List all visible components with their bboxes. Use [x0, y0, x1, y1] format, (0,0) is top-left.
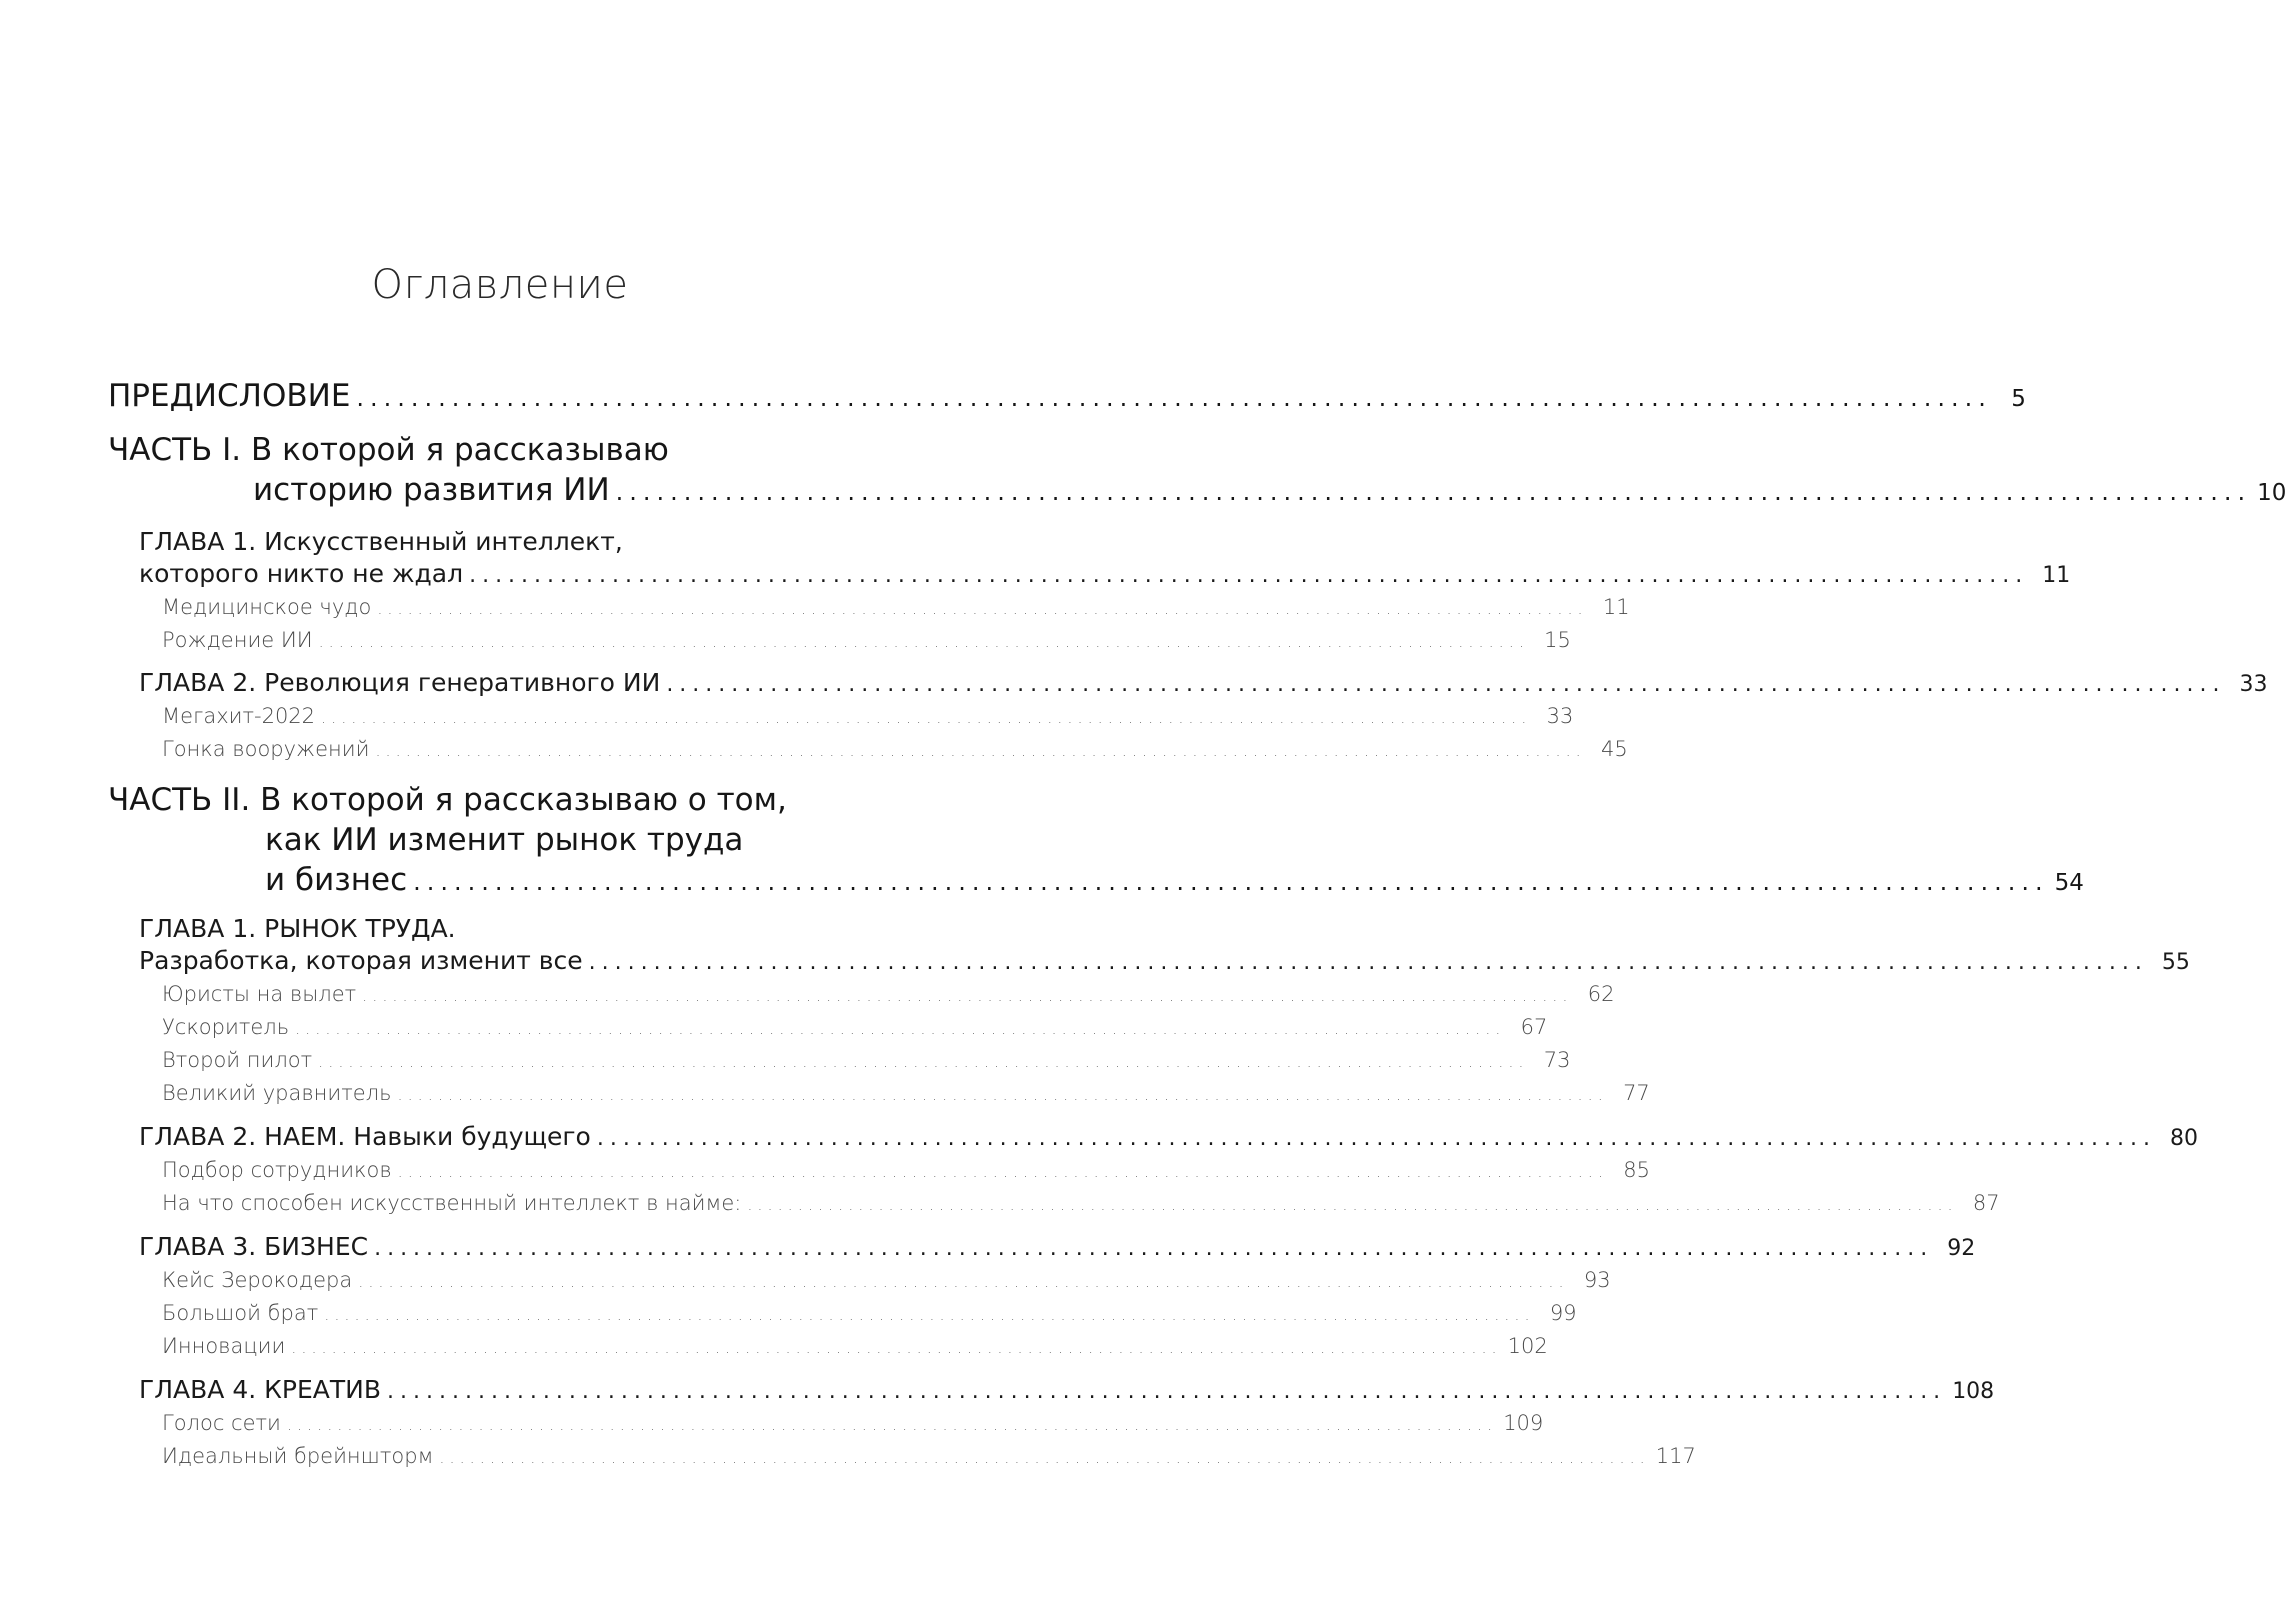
- dot-leader: ........................................................................................................................: [596, 1126, 2157, 1151]
- toc-entry-label: и бизнес: [265, 862, 408, 898]
- toc-p2-ch1-line1[interactable]: ГЛАВА 1. РЫНОК ТРУДА.: [139, 914, 456, 943]
- toc-section[interactable]: [162, 1411, 1544, 1435]
- dot-leader: ........................................................................................................................: [318, 632, 1529, 651]
- toc-entry-page: 108: [1952, 1379, 1995, 1404]
- toc-entry-label: Ускоритель: [162, 1015, 290, 1039]
- toc-entry-page: 54: [2054, 870, 2084, 896]
- toc-entry-p2-ch1[interactable]: [139, 946, 2190, 975]
- toc-entry-label: Второй пилот: [162, 1048, 313, 1072]
- toc-entry-page: 67: [1520, 1015, 1548, 1039]
- toc-section[interactable]: [162, 1268, 1611, 1292]
- toc-section[interactable]: [162, 1048, 1571, 1072]
- dot-leader: ........................................................................................................................: [747, 1195, 1958, 1214]
- toc-entry-label: Медицинское чудо: [162, 595, 372, 619]
- toc-entry-page: 62: [1587, 982, 1615, 1006]
- toc-entry-page: 15: [1544, 628, 1571, 652]
- toc-entry-label: Великий уравнитель: [162, 1081, 392, 1105]
- dot-leader: ........................................................................................................................: [666, 672, 2226, 697]
- toc-part2-line2[interactable]: как ИИ изменит рынок труда: [265, 822, 744, 858]
- dot-leader: ........................................................................................................................: [374, 1236, 1934, 1261]
- toc-part1-line1[interactable]: ЧАСТЬ I. В которой я рассказываю: [108, 432, 669, 468]
- toc-section[interactable]: [162, 1015, 1548, 1039]
- toc-entry-page: 55: [2161, 950, 2190, 975]
- toc-entry-page: 85: [1623, 1158, 1650, 1182]
- toc-entry-label: На что способен искусственный интеллект в найме:: [162, 1191, 742, 1215]
- toc-section[interactable]: [162, 1191, 2000, 1215]
- toc-entry-page: 92: [1947, 1236, 1976, 1261]
- toc-entry-page: 77: [1623, 1081, 1650, 1105]
- toc-section[interactable]: [162, 982, 1615, 1006]
- dot-leader: ........................................................................................................................: [439, 1448, 1650, 1467]
- dot-leader: ........................................................................................................................: [413, 868, 2049, 896]
- page-title: Оглавление: [371, 262, 629, 308]
- toc-entry-p1-ch1[interactable]: [139, 559, 2071, 588]
- toc-entry-label: ГЛАВА 2. Революция генеративного ИИ: [139, 668, 661, 697]
- dot-leader: ........................................................................................................................: [387, 1379, 1947, 1404]
- toc-entry-p2-ch2[interactable]: [139, 1122, 2199, 1151]
- toc-entry-label: Голос сети: [162, 1411, 281, 1435]
- dot-leader: ........................................................................................................................: [358, 1272, 1569, 1291]
- toc-section[interactable]: [162, 1444, 1696, 1468]
- dot-leader: ........................................................................................................................: [356, 384, 1992, 412]
- toc-section[interactable]: [162, 1158, 1650, 1182]
- toc-entry-page: 93: [1583, 1268, 1611, 1292]
- toc-entry-p1-ch2[interactable]: [139, 668, 2268, 697]
- toc-entry-label: ПРЕДИСЛОВИЕ: [108, 378, 351, 414]
- toc-entry-label: Разработка, которая изменит все: [139, 946, 583, 975]
- toc-entry-label: ГЛАВА 4. КРЕАТИВ: [139, 1375, 381, 1404]
- toc-entry-part1[interactable]: [253, 472, 2286, 508]
- dot-leader: ........................................................................................................................: [324, 1305, 1535, 1324]
- toc-entry-label: Инновации: [162, 1334, 286, 1358]
- toc-entry-page: 11: [2042, 563, 2071, 588]
- toc-part2-line1[interactable]: ЧАСТЬ II. В которой я рассказываю о том,: [108, 782, 787, 818]
- toc-entry-label: Мегахит-2022: [162, 704, 316, 728]
- toc-entry-page: 99: [1549, 1301, 1577, 1325]
- dot-leader: ........................................................................................................................: [588, 950, 2148, 975]
- toc-entry-p2-ch4[interactable]: [139, 1375, 1995, 1404]
- toc-entry-label: историю развития ИИ: [253, 472, 610, 508]
- toc-entry-page: 80: [2170, 1126, 2199, 1151]
- toc-section[interactable]: [162, 1081, 1650, 1105]
- dot-leader: ........................................................................................................................: [286, 1415, 1498, 1434]
- toc-section[interactable]: [162, 1334, 1548, 1358]
- toc-entry-label: Кейс Зерокодера: [162, 1268, 353, 1292]
- toc-entry-label: Юристы на вылет: [162, 982, 357, 1006]
- toc-section[interactable]: [162, 628, 1571, 652]
- toc-section[interactable]: [162, 1301, 1577, 1325]
- toc-entry-label: ГЛАВА 3. БИЗНЕС: [139, 1232, 369, 1261]
- dot-leader: ........................................................................................................................: [397, 1162, 1608, 1181]
- toc-entry-page: 45: [1601, 737, 1628, 761]
- toc-entry-page: 5: [2011, 386, 2026, 412]
- dot-leader: ........................................................................................................................: [615, 478, 2252, 506]
- toc-entry-page: 87: [1972, 1191, 2000, 1215]
- dot-leader: ........................................................................................................................: [375, 741, 1586, 760]
- toc-entry-label: которого никто не ждал: [139, 559, 464, 588]
- dot-leader: ........................................................................................................................: [362, 986, 1573, 1005]
- toc-entry-page: 11: [1602, 595, 1630, 619]
- dot-leader: ........................................................................................................................: [291, 1338, 1502, 1357]
- toc-entry-label: ГЛАВА 2. НАЕМ. Навыки будущего: [139, 1122, 591, 1151]
- toc-entry-label: Рождение ИИ: [162, 628, 313, 652]
- dot-leader: ........................................................................................................................: [318, 1052, 1529, 1071]
- toc-entry-page: 33: [1546, 704, 1574, 728]
- dot-leader: ........................................................................................................................: [377, 599, 1588, 618]
- toc-entry-page: 73: [1543, 1048, 1571, 1072]
- toc-section[interactable]: [162, 595, 1630, 619]
- toc-entry-page: 102: [1507, 1334, 1548, 1358]
- toc-entry-preface[interactable]: [108, 378, 2026, 414]
- toc-section[interactable]: [162, 737, 1628, 761]
- toc-entry-part2[interactable]: [265, 862, 2084, 898]
- dot-leader: ........................................................................................................................: [397, 1085, 1608, 1104]
- dot-leader: ........................................................................................................................: [469, 563, 2029, 588]
- toc-entry-label: Большой брат: [162, 1301, 319, 1325]
- toc-entry-page: 117: [1655, 1444, 1696, 1468]
- toc-entry-page: 33: [2239, 672, 2268, 697]
- toc-section[interactable]: [162, 704, 1574, 728]
- toc-entry-page: 109: [1503, 1411, 1544, 1435]
- dot-leader: ........................................................................................................................: [321, 708, 1532, 727]
- toc-p1-ch1-line1[interactable]: ГЛАВА 1. Искусственный интеллект,: [139, 527, 623, 556]
- dot-leader: ........................................................................................................................: [295, 1019, 1506, 1038]
- toc-entry-label: Гонка вооружений: [162, 737, 370, 761]
- toc-entry-label: Подбор сотрудников: [162, 1158, 392, 1182]
- toc-entry-page: 10: [2257, 480, 2286, 506]
- toc-entry-p2-ch3[interactable]: [139, 1232, 1976, 1261]
- toc-entry-label: Идеальный брейншторм: [162, 1444, 434, 1468]
